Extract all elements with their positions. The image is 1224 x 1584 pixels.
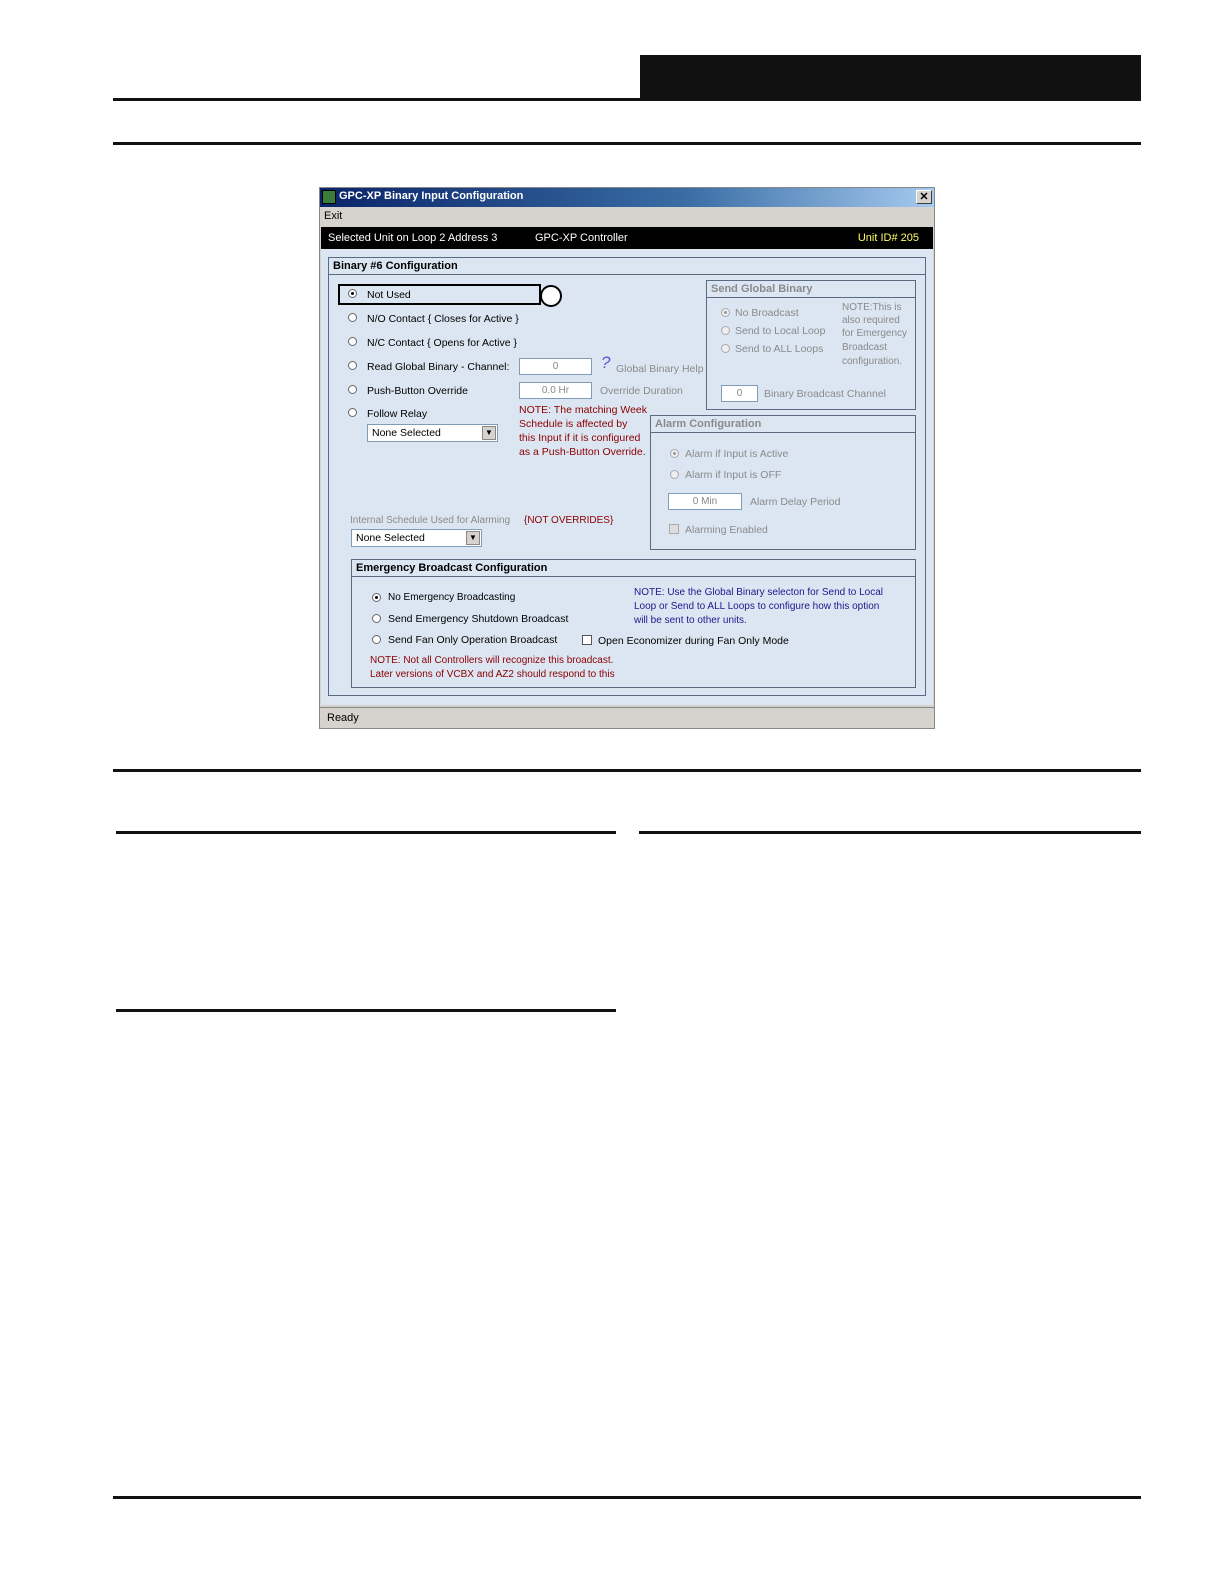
selected-unit-text: Selected Unit on Loop 2 Address 3 (328, 232, 498, 244)
follow-relay-label: Follow Relay (367, 408, 428, 420)
callout-circle (540, 285, 562, 307)
emergency-note-blue-2: Loop or Send to ALL Loops to configure how this option (634, 601, 880, 612)
header-rule (113, 98, 641, 101)
no-contact-label: N/O Contact { Closes for Active } (367, 313, 519, 325)
send-global-header: Send Global Binary (707, 281, 915, 298)
radio-alarm-active[interactable] (670, 449, 679, 458)
emergency-note-red-2: Later versions of VCBX and AZ2 should respond to this (370, 669, 615, 680)
alarm-delay-label: Alarm Delay Period (750, 496, 841, 508)
status-text: Ready (327, 712, 359, 724)
week-note-1: NOTE: The matching Week (519, 404, 647, 416)
radio-read-global[interactable] (348, 361, 357, 370)
radio-alarm-off[interactable] (670, 470, 679, 479)
alarming-enabled-label: Alarming Enabled (685, 524, 768, 536)
alarming-enabled-checkbox[interactable] (669, 524, 679, 534)
radio-no-broadcast[interactable] (721, 308, 730, 317)
relay-select[interactable] (367, 424, 498, 442)
push-button-label: Push-Button Override (367, 385, 468, 397)
no-broadcast-label: No Broadcast (735, 307, 799, 319)
unit-id: Unit ID# 205 (857, 232, 919, 244)
chevron-down-icon[interactable]: ▼ (482, 426, 496, 440)
week-note-4: as a Push-Button Override. (519, 446, 646, 458)
binary-input-config-window (319, 187, 935, 729)
send-global-note-2: also required (842, 315, 900, 326)
nc-contact-label: N/C Contact { Opens for Active } (367, 337, 517, 349)
send-all-loops-label: Send to ALL Loops (735, 343, 824, 355)
not-used-label: Not Used (367, 289, 411, 301)
send-global-note-3: for Emergency (842, 328, 908, 339)
window-title: GPC-XP Binary Input Configuration (339, 190, 524, 202)
controller-name: GPC-XP Controller (535, 232, 628, 244)
alarm-config-panel (650, 415, 916, 550)
broadcast-channel-input[interactable]: 0 (721, 385, 758, 402)
app-icon (322, 190, 336, 204)
menu-bar (320, 208, 934, 226)
schedule-select[interactable] (351, 529, 482, 547)
alarm-active-label: Alarm if Input is Active (685, 448, 789, 460)
global-binary-help-link[interactable]: Global Binary Help (616, 363, 704, 375)
override-duration-input[interactable]: 0.0 Hr (519, 382, 592, 399)
global-channel-input[interactable]: 0 (519, 358, 592, 375)
emergency-note-blue-1: NOTE: Use the Global Binary selecton for Send to Local (634, 587, 884, 598)
send-global-note-5: configuration. (842, 356, 903, 367)
economizer-checkbox[interactable] (582, 635, 592, 645)
shutdown-broadcast-label: Send Emergency Shutdown Broadcast (388, 613, 569, 625)
alarm-config-header: Alarm Configuration (651, 416, 915, 433)
close-icon[interactable]: ✕ (916, 190, 932, 204)
radio-follow-relay[interactable] (348, 408, 357, 417)
relay-select-value: None Selected (372, 427, 441, 439)
alarm-delay-input[interactable]: 0 Min (668, 493, 742, 510)
emergency-broadcast-header: Emergency Broadcast Configuration (352, 560, 915, 577)
economizer-label: Open Economizer during Fan Only Mode (598, 635, 789, 647)
section-rule-top (113, 142, 1141, 145)
radio-send-local-loop[interactable] (721, 326, 730, 335)
column-rule-left-2 (116, 1009, 616, 1012)
radio-no-emergency[interactable] (372, 593, 381, 602)
read-global-label: Read Global Binary - Channel: (367, 361, 510, 373)
radio-nc-contact[interactable] (348, 337, 357, 346)
send-local-loop-label: Send to Local Loop (735, 325, 826, 337)
emergency-broadcast-panel (351, 559, 916, 688)
chevron-down-icon[interactable]: ▼ (466, 531, 480, 545)
radio-no-contact[interactable] (348, 313, 357, 322)
schedule-select-value: None Selected (356, 532, 425, 544)
footer-rule (113, 1496, 1141, 1499)
override-duration-label: Override Duration (600, 385, 683, 397)
client-area (321, 249, 933, 705)
help-icon[interactable]: ? (601, 353, 611, 372)
column-rule-left-1 (116, 831, 616, 834)
radio-fan-only-broadcast[interactable] (372, 635, 381, 644)
column-rule-right-1 (639, 831, 1141, 834)
binary-config-panel (328, 257, 926, 696)
title-bar (320, 188, 934, 207)
alarm-off-label: Alarm if Input is OFF (685, 469, 782, 481)
radio-send-all-loops[interactable] (721, 344, 730, 353)
broadcast-channel-label: Binary Broadcast Channel (764, 388, 886, 400)
emergency-note-blue-3: will be sent to other units. (634, 615, 747, 626)
radio-push-button[interactable] (348, 385, 357, 394)
radio-not-used[interactable] (348, 289, 357, 298)
header-black-tab (640, 55, 1141, 101)
schedule-label: Internal Schedule Used for Alarming (350, 515, 511, 526)
binary-config-header: Binary #6 Configuration (329, 258, 925, 275)
no-emergency-label: No Emergency Broadcasting (388, 592, 516, 603)
week-note-2: Schedule is affected by (519, 418, 628, 430)
schedule-note: {NOT OVERRIDES} (524, 515, 614, 526)
send-global-note-1: NOTE:This is (842, 302, 902, 313)
status-bar (320, 707, 934, 729)
fan-only-broadcast-label: Send Fan Only Operation Broadcast (388, 634, 558, 646)
week-note-3: this Input if it is configured (519, 432, 641, 444)
menu-exit[interactable]: Exit (324, 210, 343, 222)
section-rule-middle (113, 769, 1141, 772)
send-global-panel (706, 280, 916, 410)
emergency-note-red-1: NOTE: Not all Controllers will recognize this broadcast. (370, 655, 614, 666)
radio-shutdown-broadcast[interactable] (372, 614, 381, 623)
send-global-note-4: Broadcast (842, 342, 888, 353)
unit-info-bar (321, 227, 933, 249)
